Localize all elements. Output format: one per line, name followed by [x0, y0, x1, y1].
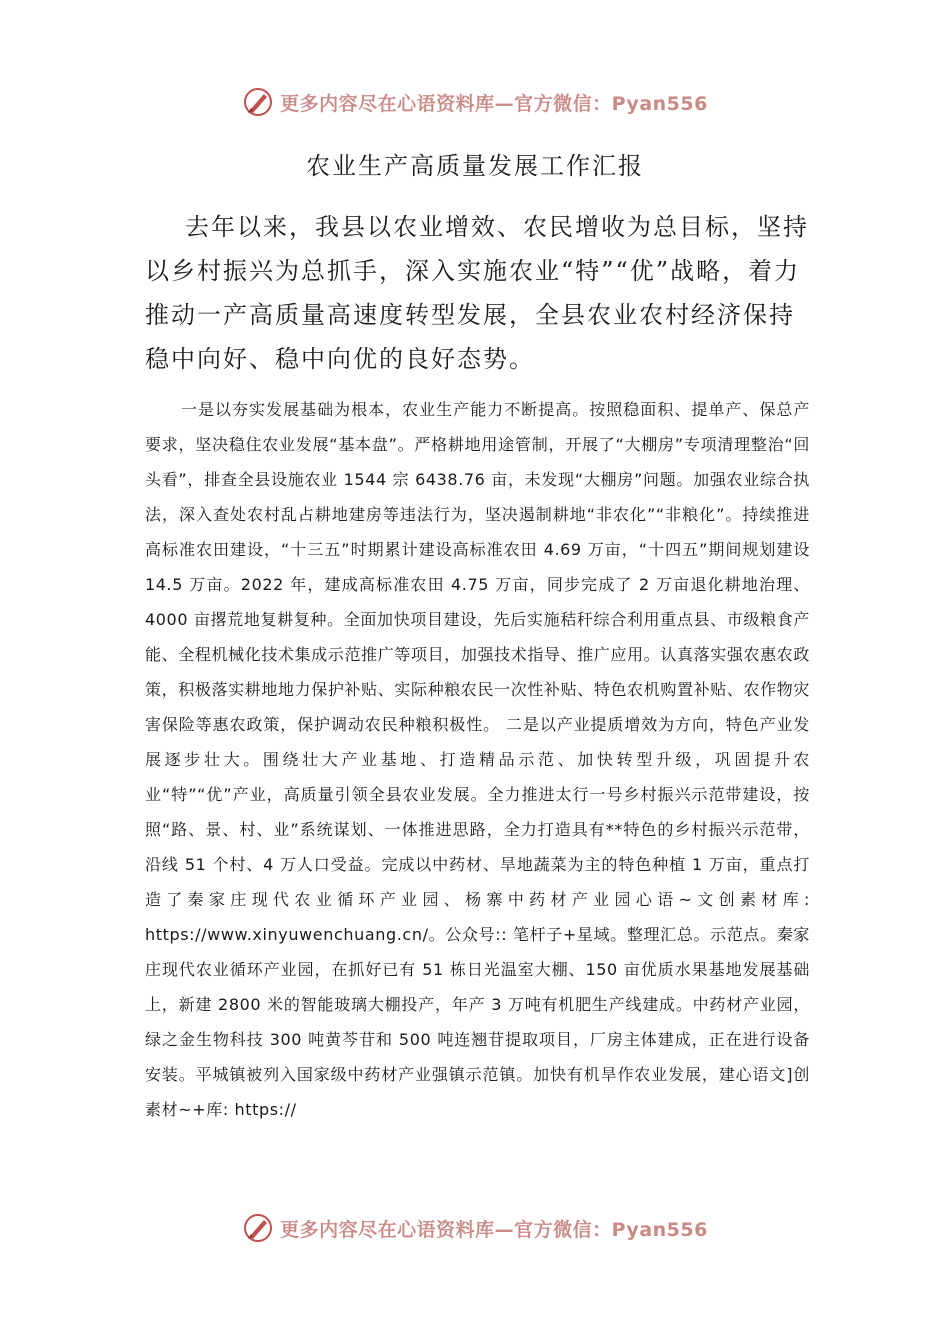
pen-logo-icon: [242, 1212, 274, 1244]
banner-text: 更多内容尽在心语资料库—官方微信：Pyan556: [280, 1218, 708, 1241]
header-banner: [0, 86, 950, 118]
lead-paragraph: 去年以来，我县以农业增效、农民增收为总目标，坚持以乡村振兴为总抓手，深入实施农业“特”“优”战略，着力推动一产高质量高速度转型发展，全县农业农村经济保持稳中向好、稳中向优的良好态势。: [145, 213, 809, 373]
body-paragraph: 一是以夯实发展基础为根本，农业生产能力不断提高。按照稳面积、提单产、保总产要求，坚决稳住农业发展“基本盘”。严格耕地用途管制，开展了“大棚房”专项清理整治“回头看”，排查全县设施农业 1544 宗 6438.76 亩，未发现“大棚房”问题。加强农业综合执法，深入查处农村乱占耕地建房等违法行为，坚决遏制耕地“非农化”“非粮化”。持续推进高标准农田建设，“十三五”时期累计建设高标准农田 4.69 万亩，“十四五”期间规划建设 14.5 万亩。2022 年，建成高标准农田 4.75 万亩，同步完成了 2 万亩退化耕地治理、4000 亩撂荒地复耕复种。全面加快项目建设，先后实施秸秆综合利用重点县、市级粮食产能、全程机械化技术集成示范推广等项目，加强技术指导、推广应用。认真落实强农惠农政策，积极落实耕地地力保护补贴、实际种粮农民一次性补贴、特色农机购置补贴、农作物灾害保险等惠农政策，保护调动农民种粮积极性。 二是以产业提质增效为方向，特色产业发展逐步壮大。围绕壮大产业基地、打造精品示范、加快转型升级，巩固提升农业“特”“优”产业，高质量引领全县农业发展。全力推进太行一号乡村振兴示范带建设，按照“路、景、村、业”系统谋划、一体推进思路，全力打造具有**特色的乡村振兴示范带，沿线 51 个村、4 万人口受益。完成以中药材、旱地蔬菜为主的特色种植 1 万亩，重点打造了秦家庄现代农业循环产业园、杨寨中药材产业园心语~文创素材库: https://www.xinyuwenchuang.cn/。公众号:: 笔杆子+星域。整理汇总。示范点。秦家庄现代农业循环产业园，在抓好已有 51 栋日光温室大棚、150 亩优质水果基地发展基础上，新建 2800 米的智能玻璃大棚投产，年产 3 万吨有机肥生产线建成。中药材产业园，绿之金生物科技 300 吨黄芩苷和 500 吨连翘苷提取项目，厂房主体建成，正在进行设备安装。平城镇被列入国家级中药材产业强镇示范镇。加快有机旱作农业发展，建心语文]创素材~+库: https://: [145, 400, 810, 1119]
footer-banner: [0, 1212, 950, 1244]
page-title: 农业生产高质量发展工作汇报: [306, 152, 644, 180]
banner-text: 更多内容尽在心语资料库—官方微信：Pyan556: [280, 92, 708, 115]
pen-logo-icon: [242, 86, 274, 118]
